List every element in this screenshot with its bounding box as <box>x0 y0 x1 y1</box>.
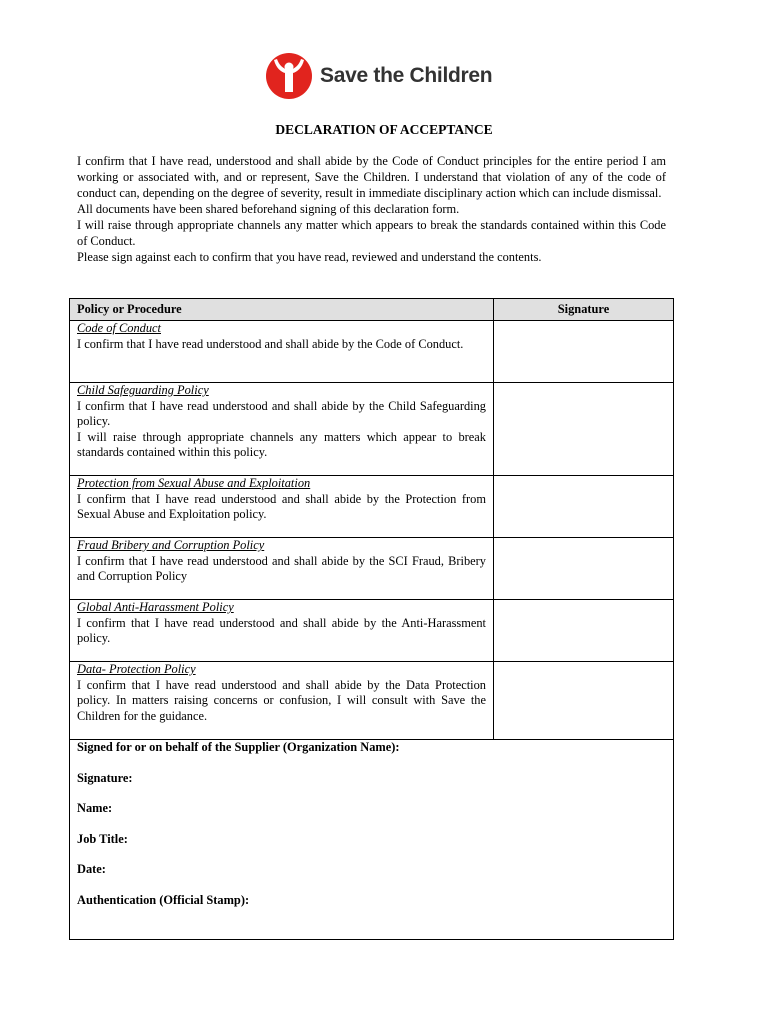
policy-text: I confirm that I have read understood and shall abide by the Protection from Sexual Abuse and Exploitation policy. <box>77 491 486 521</box>
policy-text: I confirm that I have read understood and shall abide by the SCI Fraud, Bribery and Corruption Policy <box>77 553 486 583</box>
signoff-job-title-label: Job Title: <box>77 831 128 846</box>
policy-cell <box>70 476 494 538</box>
intro-paragraph-1: I confirm that I have read, understood and shall abide by the Code of Conduct principles for the entire period I am working or associated with, and or represent, Save the Children. I understand that violation of any of the code of conduct can, depending on the degree of severity, result in immediate disciplinary action which can include dismissal. <box>77 154 666 200</box>
signoff-signature-label: Signature: <box>77 770 133 785</box>
policy-text: I confirm that I have read understood and shall abide by the Child Safeguarding policy. <box>77 398 486 428</box>
policy-text-2: I will raise through appropriate channels any matters which appear to break standards contained within this policy. <box>77 429 486 459</box>
signature-cell[interactable] <box>494 476 674 538</box>
table-row <box>70 662 674 740</box>
policy-cell <box>70 321 494 383</box>
policy-cell <box>70 383 494 476</box>
table-row <box>70 538 674 600</box>
signoff-authentication-label: Authentication (Official Stamp): <box>77 892 250 907</box>
header-signature: Signature <box>494 299 674 321</box>
table-row <box>70 600 674 662</box>
policy-text: I confirm that I have read understood and shall abide by the Data Protection policy. In matters raising concerns or confusion, I will consult with Save the Children for the guidance. <box>77 677 486 723</box>
table-row <box>70 383 674 476</box>
policy-title: Data- Protection Policy <box>77 662 196 676</box>
signoff-date-label: Date: <box>77 862 106 876</box>
save-the-children-logo-icon <box>266 52 312 100</box>
signoff-cell <box>70 740 674 940</box>
declaration-table <box>69 298 674 940</box>
signoff-org-label: Signed for or on behalf of the Supplier (Organization Name): <box>77 740 400 754</box>
policy-cell <box>70 538 494 600</box>
policy-text: I confirm that I have read understood and shall abide by the Code of Conduct. <box>77 336 464 351</box>
policy-title: Protection from Sexual Abuse and Exploitation <box>77 476 311 490</box>
signature-cell[interactable] <box>494 538 674 600</box>
header-policy: Policy or Procedure <box>70 299 494 321</box>
policy-text: I confirm that I have read understood and shall abide by the Anti-Harassment policy. <box>77 615 486 645</box>
signature-cell[interactable] <box>494 662 674 740</box>
intro-paragraph-4: Please sign against each to confirm that you have read, reviewed and understand the contents. <box>77 250 542 264</box>
table-header-row <box>70 299 674 321</box>
intro-paragraph-2: All documents have been shared beforehand signing of this declaration form. <box>77 202 460 216</box>
signoff-name-label: Name: <box>77 801 113 815</box>
intro-text <box>77 153 666 265</box>
table-row <box>70 476 674 538</box>
page-title: DECLARATION OF ACCEPTANCE <box>275 122 493 137</box>
intro-paragraph-3: I will raise through appropriate channels any matter which appears to break the standards contained within this Code of Conduct. <box>77 218 666 248</box>
signature-cell[interactable] <box>494 600 674 662</box>
signature-cell[interactable] <box>494 383 674 476</box>
policy-title: Child Safeguarding Policy <box>77 383 209 397</box>
signature-cell[interactable] <box>494 321 674 383</box>
logo-text: Save the Children <box>320 64 493 87</box>
policy-cell <box>70 662 494 740</box>
signoff-row <box>70 740 674 940</box>
table-row <box>70 321 674 383</box>
policy-title: Code of Conduct <box>77 321 161 335</box>
policy-title: Fraud Bribery and Corruption Policy <box>77 538 265 552</box>
policy-title: Global Anti-Harassment Policy <box>77 600 234 614</box>
logo <box>266 52 492 100</box>
policy-cell <box>70 600 494 662</box>
